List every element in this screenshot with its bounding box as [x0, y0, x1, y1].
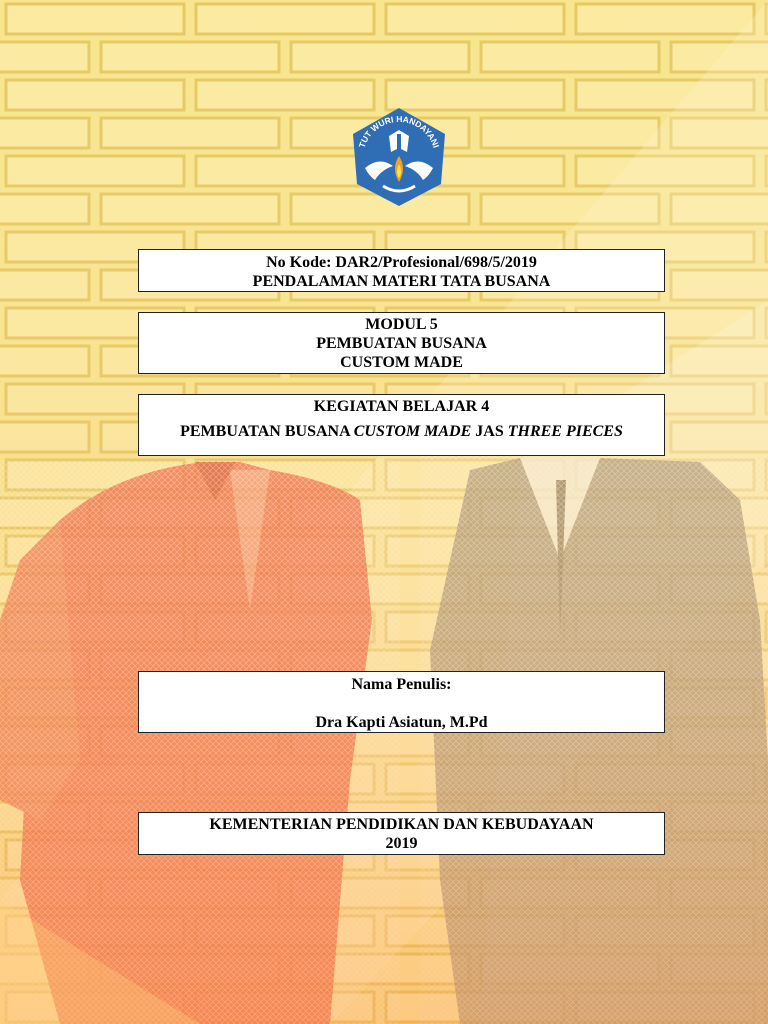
author-box	[138, 671, 665, 733]
activity-subtitle-part2: JAS	[471, 423, 508, 440]
module-number: MODUL 5	[365, 316, 438, 333]
module-title-line1: PEMBUATAN BUSANA	[316, 335, 487, 352]
author-name: Dra Kapti Asiatun, M.Pd	[315, 714, 488, 731]
activity-title: KEGIATAN BELAJAR 4	[313, 398, 490, 415]
activity-subtitle-italic1: CUSTOM MADE	[353, 423, 472, 440]
document-code: No Kode: DAR2/Profesional/698/5/2019	[266, 254, 537, 271]
activity-box	[138, 394, 665, 456]
publisher-name: KEMENTERIAN PENDIDIKAN DAN KEBUDAYAAN	[209, 816, 594, 833]
module-title-line2: CUSTOM MADE	[340, 354, 463, 371]
activity-subtitle	[139, 422, 664, 441]
activity-subtitle-italic2: THREE PIECES	[507, 423, 623, 440]
activity-subtitle-part1: PEMBUATAN BUSANA	[180, 423, 354, 440]
code-box	[138, 249, 665, 292]
logo-motto: TUT WURI HANDAYANI	[356, 113, 442, 150]
subject-title: PENDALAMAN MATERI TATA BUSANA	[252, 273, 551, 290]
module-box	[138, 312, 665, 374]
publisher-box	[138, 812, 665, 855]
author-label: Nama Penulis:	[351, 676, 452, 693]
tut-wuri-handayani-logo	[345, 106, 453, 208]
publication-year: 2019	[385, 835, 418, 852]
